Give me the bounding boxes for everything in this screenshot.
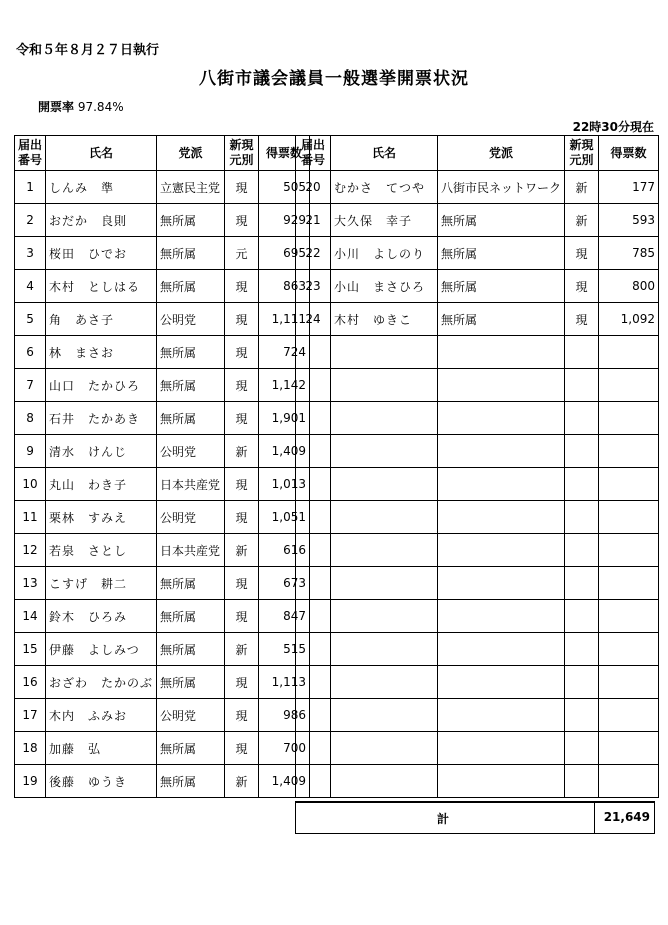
candidate-number — [296, 435, 331, 468]
candidate-number: 11 — [15, 501, 46, 534]
table-row — [296, 501, 659, 534]
candidate-votes: 800 — [599, 270, 659, 303]
header-name: 氏名 — [46, 136, 157, 171]
candidate-party — [438, 567, 565, 600]
header-no: 届出 番号 — [15, 136, 46, 171]
header-votes: 得票数 — [259, 136, 310, 171]
candidate-name: 桜田 ひでお — [46, 237, 157, 270]
candidate-votes: 847 — [259, 600, 310, 633]
candidate-status — [565, 699, 599, 732]
candidate-number: 6 — [15, 336, 46, 369]
candidate-votes — [599, 666, 659, 699]
candidate-number — [296, 633, 331, 666]
candidate-number: 22 — [296, 237, 331, 270]
candidate-votes: 515 — [259, 633, 310, 666]
candidate-number — [296, 369, 331, 402]
candidate-number — [296, 765, 331, 798]
candidate-votes — [599, 765, 659, 798]
total-label: 計 — [437, 812, 450, 826]
candidate-name: 石井 たかあき — [46, 402, 157, 435]
results-table-right — [295, 135, 659, 798]
table-row — [15, 270, 310, 303]
candidate-votes — [599, 369, 659, 402]
candidate-party: 八街市民ネットワーク — [438, 171, 565, 204]
candidate-name — [331, 369, 438, 402]
table-row — [296, 468, 659, 501]
results-table-left — [14, 135, 310, 798]
table-row — [15, 468, 310, 501]
candidate-status: 現 — [225, 171, 259, 204]
candidate-status — [565, 336, 599, 369]
as-of-time: 22時30分現在 — [572, 120, 654, 134]
candidate-party — [438, 633, 565, 666]
candidate-status: 現 — [225, 501, 259, 534]
candidate-status: 現 — [225, 402, 259, 435]
table-row — [15, 666, 310, 699]
table-row — [15, 237, 310, 270]
candidate-status — [565, 435, 599, 468]
candidate-votes: 1,142 — [259, 369, 310, 402]
candidate-votes: 785 — [599, 237, 659, 270]
candidate-party: 無所属 — [438, 303, 565, 336]
candidate-number: 12 — [15, 534, 46, 567]
candidate-name — [331, 336, 438, 369]
candidate-number: 16 — [15, 666, 46, 699]
total-votes: 21,649 — [603, 810, 650, 824]
candidate-party — [438, 435, 565, 468]
turnout-label: 開票率 — [38, 100, 75, 114]
candidate-name: 木村 ゆきこ — [331, 303, 438, 336]
table-row — [15, 303, 310, 336]
candidate-status: 現 — [225, 732, 259, 765]
candidate-name: 後藤 ゆうき — [46, 765, 157, 798]
candidate-number: 13 — [15, 567, 46, 600]
candidate-party: 公明党 — [157, 501, 225, 534]
election-date: 令和５年８月２７日執行 — [16, 43, 160, 58]
table-row — [296, 435, 659, 468]
candidate-status — [565, 402, 599, 435]
header-name: 氏名 — [331, 136, 438, 171]
candidate-votes — [599, 699, 659, 732]
candidate-name: 栗林 すみえ — [46, 501, 157, 534]
candidate-status — [565, 600, 599, 633]
candidate-status: 新 — [225, 534, 259, 567]
candidate-status — [565, 567, 599, 600]
candidate-number: 21 — [296, 204, 331, 237]
table-row — [15, 765, 310, 798]
candidate-number: 15 — [15, 633, 46, 666]
candidate-party: 無所属 — [157, 270, 225, 303]
candidate-status: 現 — [565, 270, 599, 303]
candidate-party — [438, 765, 565, 798]
candidate-name: 木村 としはる — [46, 270, 157, 303]
table-row — [296, 666, 659, 699]
candidate-party: 無所属 — [438, 270, 565, 303]
candidate-votes — [599, 567, 659, 600]
table-row — [15, 732, 310, 765]
candidate-votes: 929 — [259, 204, 310, 237]
candidate-name: 角 あさ子 — [46, 303, 157, 336]
total-divider — [594, 803, 595, 833]
candidate-votes: 1,113 — [259, 666, 310, 699]
candidate-name: 伊藤 よしみつ — [46, 633, 157, 666]
table-row — [15, 171, 310, 204]
total-row — [295, 801, 655, 834]
candidate-votes — [599, 633, 659, 666]
candidate-status — [565, 765, 599, 798]
candidate-name — [331, 435, 438, 468]
candidate-number — [296, 468, 331, 501]
candidate-votes — [599, 732, 659, 765]
candidate-name: 小川 よしのり — [331, 237, 438, 270]
candidate-party: 無所属 — [157, 402, 225, 435]
table-row — [15, 633, 310, 666]
candidate-status: 新 — [565, 204, 599, 237]
candidate-votes: 700 — [259, 732, 310, 765]
candidate-party: 無所属 — [157, 765, 225, 798]
candidate-party: 無所属 — [157, 336, 225, 369]
candidate-status: 新 — [225, 435, 259, 468]
candidate-party: 日本共産党 — [157, 534, 225, 567]
header-votes: 得票数 — [599, 136, 659, 171]
candidate-number: 17 — [15, 699, 46, 732]
candidate-votes — [599, 600, 659, 633]
candidate-votes — [599, 501, 659, 534]
candidate-votes: 673 — [259, 567, 310, 600]
candidate-party: 無所属 — [157, 369, 225, 402]
candidate-votes: 863 — [259, 270, 310, 303]
candidate-votes: 1,111 — [259, 303, 310, 336]
table-row — [15, 435, 310, 468]
candidate-status: 現 — [225, 369, 259, 402]
candidate-status: 現 — [225, 567, 259, 600]
candidate-party — [438, 336, 565, 369]
header-status: 新現 元別 — [565, 136, 599, 171]
candidate-number: 5 — [15, 303, 46, 336]
table-row — [15, 402, 310, 435]
candidate-party — [438, 666, 565, 699]
candidate-number — [296, 567, 331, 600]
candidate-name — [331, 765, 438, 798]
candidate-status — [565, 369, 599, 402]
candidate-number: 19 — [15, 765, 46, 798]
table-body-right — [296, 171, 659, 798]
candidate-name — [331, 534, 438, 567]
table-row — [15, 534, 310, 567]
candidate-status: 新 — [225, 765, 259, 798]
candidate-votes: 1,409 — [259, 765, 310, 798]
candidate-number: 10 — [15, 468, 46, 501]
candidate-party: 無所属 — [157, 204, 225, 237]
candidate-party — [438, 600, 565, 633]
table-row — [296, 303, 659, 336]
candidate-votes — [599, 534, 659, 567]
candidate-votes: 1,092 — [599, 303, 659, 336]
candidate-number — [296, 600, 331, 633]
candidate-status: 現 — [565, 303, 599, 336]
candidate-party: 無所属 — [157, 237, 225, 270]
candidate-status — [565, 468, 599, 501]
candidate-party: 無所属 — [157, 666, 225, 699]
candidate-party: 無所属 — [157, 600, 225, 633]
header-party: 党派 — [157, 136, 225, 171]
header-no: 届出 番号 — [296, 136, 331, 171]
candidate-status: 現 — [225, 666, 259, 699]
candidate-name: むかさ てつや — [331, 171, 438, 204]
candidate-status: 現 — [225, 303, 259, 336]
candidate-votes: 616 — [259, 534, 310, 567]
candidate-number: 20 — [296, 171, 331, 204]
candidate-name — [331, 402, 438, 435]
table-row — [296, 171, 659, 204]
candidate-name: 若泉 さとし — [46, 534, 157, 567]
candidate-votes: 695 — [259, 237, 310, 270]
table-header-row — [15, 136, 310, 171]
candidate-number: 7 — [15, 369, 46, 402]
candidate-name — [331, 699, 438, 732]
candidate-party — [438, 732, 565, 765]
table-row — [296, 633, 659, 666]
candidate-name — [331, 600, 438, 633]
table-row — [296, 699, 659, 732]
candidate-number — [296, 534, 331, 567]
candidate-name — [331, 732, 438, 765]
table-row — [296, 204, 659, 237]
candidate-votes: 986 — [259, 699, 310, 732]
candidate-party: 無所属 — [157, 567, 225, 600]
candidate-votes: 1,409 — [259, 435, 310, 468]
candidate-votes: 505 — [259, 171, 310, 204]
candidate-status — [565, 666, 599, 699]
candidate-number: 2 — [15, 204, 46, 237]
turnout-rate — [38, 98, 124, 115]
candidate-number — [296, 336, 331, 369]
candidate-status — [565, 501, 599, 534]
candidate-party: 公明党 — [157, 699, 225, 732]
table-row — [296, 402, 659, 435]
candidate-number: 1 — [15, 171, 46, 204]
candidate-name: 木内 ふみお — [46, 699, 157, 732]
candidate-number: 18 — [15, 732, 46, 765]
candidate-status: 新 — [565, 171, 599, 204]
candidate-name: 清水 けんじ — [46, 435, 157, 468]
candidate-number — [296, 699, 331, 732]
candidate-name: しんみ 準 — [46, 171, 157, 204]
candidate-number: 24 — [296, 303, 331, 336]
candidate-votes: 724 — [259, 336, 310, 369]
candidate-status: 元 — [225, 237, 259, 270]
table-row — [15, 567, 310, 600]
candidate-party — [438, 699, 565, 732]
candidate-name — [331, 468, 438, 501]
candidate-party: 無所属 — [438, 237, 565, 270]
candidate-votes — [599, 336, 659, 369]
candidate-votes: 1,051 — [259, 501, 310, 534]
candidate-party: 無所属 — [438, 204, 565, 237]
table-row — [15, 336, 310, 369]
candidate-votes — [599, 435, 659, 468]
candidate-party: 無所属 — [157, 633, 225, 666]
table-header-row — [296, 136, 659, 171]
candidate-name — [331, 666, 438, 699]
candidate-name: 小山 まさひろ — [331, 270, 438, 303]
candidate-name: 林 まさお — [46, 336, 157, 369]
table-row — [15, 501, 310, 534]
candidate-number: 9 — [15, 435, 46, 468]
candidate-name — [331, 633, 438, 666]
document-title: 八街市議会議員一般選挙開票状況 — [199, 69, 469, 89]
table-row — [296, 600, 659, 633]
candidate-number: 14 — [15, 600, 46, 633]
candidate-party: 公明党 — [157, 435, 225, 468]
table-row — [296, 336, 659, 369]
candidate-votes: 593 — [599, 204, 659, 237]
candidate-status: 現 — [225, 270, 259, 303]
candidate-votes: 1,901 — [259, 402, 310, 435]
candidate-number — [296, 501, 331, 534]
candidate-status: 現 — [565, 237, 599, 270]
candidate-status — [565, 534, 599, 567]
candidate-name: 加藤 弘 — [46, 732, 157, 765]
candidate-status: 現 — [225, 336, 259, 369]
candidate-party — [438, 534, 565, 567]
candidate-status: 現 — [225, 204, 259, 237]
candidate-party — [438, 369, 565, 402]
candidate-status: 現 — [225, 600, 259, 633]
candidate-votes — [599, 468, 659, 501]
table-row — [15, 369, 310, 402]
candidate-party: 立憲民主党 — [157, 171, 225, 204]
table-row — [296, 237, 659, 270]
candidate-name — [331, 567, 438, 600]
candidate-party: 無所属 — [157, 732, 225, 765]
table-row — [296, 732, 659, 765]
candidate-party: 公明党 — [157, 303, 225, 336]
candidate-number: 8 — [15, 402, 46, 435]
candidate-name: こすげ 耕二 — [46, 567, 157, 600]
header-status: 新現 元別 — [225, 136, 259, 171]
candidate-status: 現 — [225, 468, 259, 501]
candidate-number — [296, 402, 331, 435]
candidate-party — [438, 468, 565, 501]
table-row — [296, 369, 659, 402]
table-row — [296, 534, 659, 567]
candidate-votes: 177 — [599, 171, 659, 204]
candidate-name: おざわ たかのぶ — [46, 666, 157, 699]
table-row — [15, 600, 310, 633]
candidate-number — [296, 732, 331, 765]
candidate-name: 大久保 幸子 — [331, 204, 438, 237]
candidate-votes: 1,013 — [259, 468, 310, 501]
candidate-party — [438, 501, 565, 534]
candidate-number — [296, 666, 331, 699]
table-row — [296, 270, 659, 303]
candidate-name — [331, 501, 438, 534]
candidate-party — [438, 402, 565, 435]
candidate-number: 4 — [15, 270, 46, 303]
turnout-value: 97.84% — [77, 100, 124, 114]
table-row — [15, 699, 310, 732]
candidate-name: 丸山 わき子 — [46, 468, 157, 501]
candidate-votes — [599, 402, 659, 435]
table-row — [296, 567, 659, 600]
candidate-status — [565, 633, 599, 666]
candidate-name: おだか 良則 — [46, 204, 157, 237]
table-body-left — [15, 171, 310, 798]
table-row — [15, 204, 310, 237]
candidate-name: 山口 たかひろ — [46, 369, 157, 402]
table-row — [296, 765, 659, 798]
candidate-party: 日本共産党 — [157, 468, 225, 501]
candidate-status — [565, 732, 599, 765]
candidate-number: 23 — [296, 270, 331, 303]
candidate-status: 新 — [225, 633, 259, 666]
candidate-status: 現 — [225, 699, 259, 732]
candidate-number: 3 — [15, 237, 46, 270]
candidate-name: 鈴木 ひろみ — [46, 600, 157, 633]
header-party: 党派 — [438, 136, 565, 171]
